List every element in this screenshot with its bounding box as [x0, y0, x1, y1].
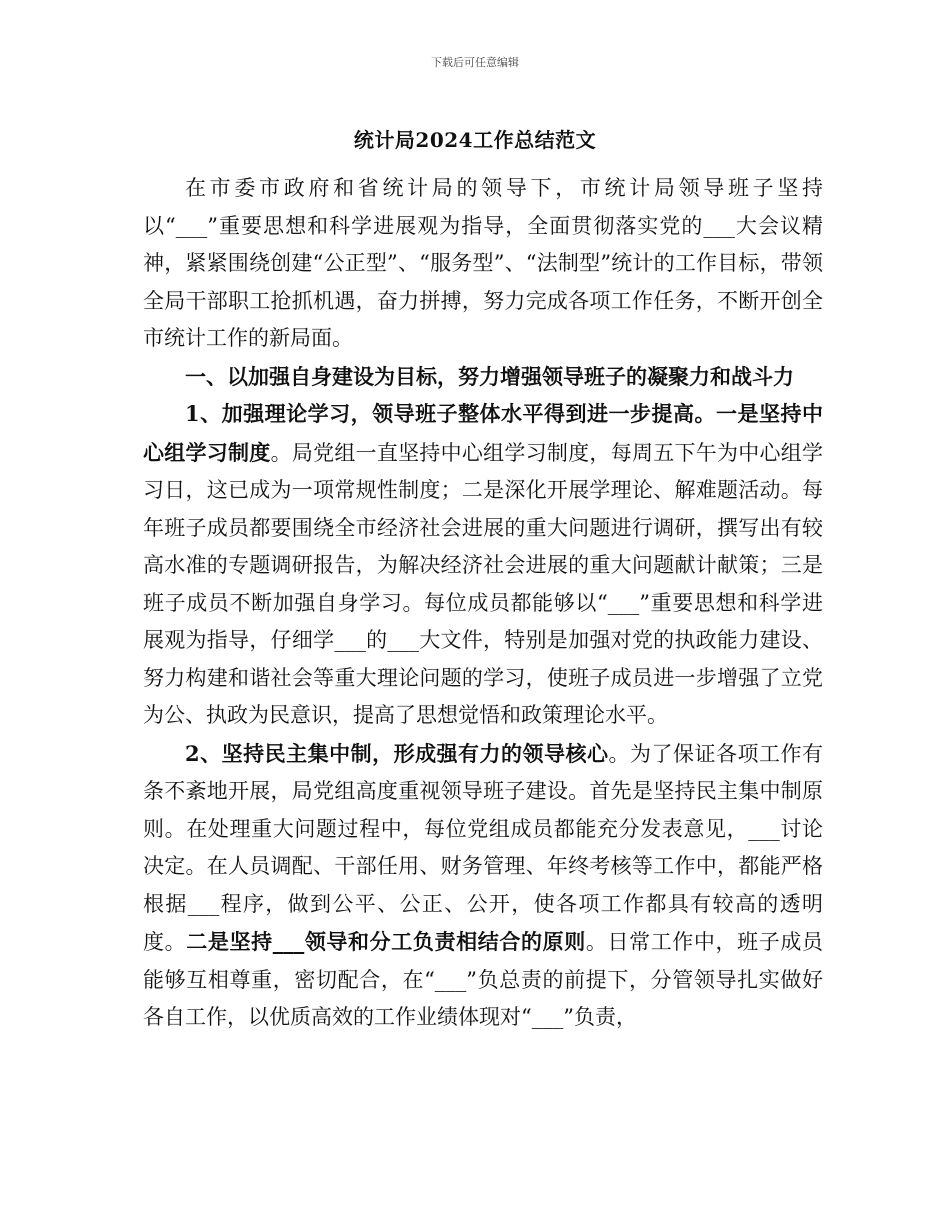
paragraph-2-text: 。为了保证各项工作有条不紊地开展，局党组高度重视领导班子建设。首先是坚持民主集中制原则。在处理重大问题过程中，每位党组成员都能充分发表意见，___讨论决定。在人员调配、干部任用、财务管理、年终考核等工作中，都能严格根据___程序，做到公平、公正、公开，使各项工作都具有较高的透明度。: [143, 741, 823, 954]
paragraph-2-bold: 二是坚持___领导和分工负责相结合的原则: [186, 929, 586, 954]
document-body: [143, 170, 823, 1037]
paragraph-1-lead: 1、加强理论学习，领导班子整体水平得到进一步提高。一是坚持中心组学习制度: [143, 401, 823, 465]
document-title: 统计局2024工作总结范文: [353, 128, 597, 152]
paragraph-2-text-2: 。日常工作中，班子成员能够互相尊重，密切配合，在“___”负总责的前提下，分管领导扎实做好各自工作，以优质高效的工作业绩体现对“___”负责，: [143, 930, 824, 1029]
paragraph-2: [143, 735, 823, 1037]
section-heading: 一、以加强自身建设为目标，努力增强领导班子的凝聚力和战斗力: [185, 363, 794, 389]
page-header: 下载后可任意编辑: [431, 56, 519, 69]
paragraph-2-lead: 2、坚持民主集中制，形成强有力的领导核心: [185, 740, 609, 766]
paragraph-1-text: 。局党组一直坚持中心组学习制度，每周五下午为中心组学习日，这已成为一项常规性制度；二是深化开展学理论、解难题活动。每年班子成员都要围绕全市经济社会进展的重大问题进行调研，撰写出有较高水准的专题调研报告，为解决经济社会进展的重大问题献计献策；三是班子成员不断加强自身学习。每位成员都能够以“___”重要思想和科学进展观为指导，仔细学___的___大文件，特别是加强对党的执政能力建设、努力构建和谐社会等重大理论问题的学习，使班子成员进一步增强了立党为公、执政为民意识，提高了思想觉悟和政策理论水平。: [143, 440, 824, 727]
intro-paragraph: 在市委市政府和省统计局的领导下，市统计局领导班子坚持以“___”重要思想和科学进展观为指导，全面贯彻落实党的___大会议精神，紧紧围绕创建“公正型”、“服务型”、“法制型”统计的工作目标，带领全局干部职工抢抓机遇，奋力拼搏，努力完成各项工作任务，不断开创全市统计工作的新局面。: [143, 176, 823, 350]
paragraph-1: [143, 395, 823, 735]
